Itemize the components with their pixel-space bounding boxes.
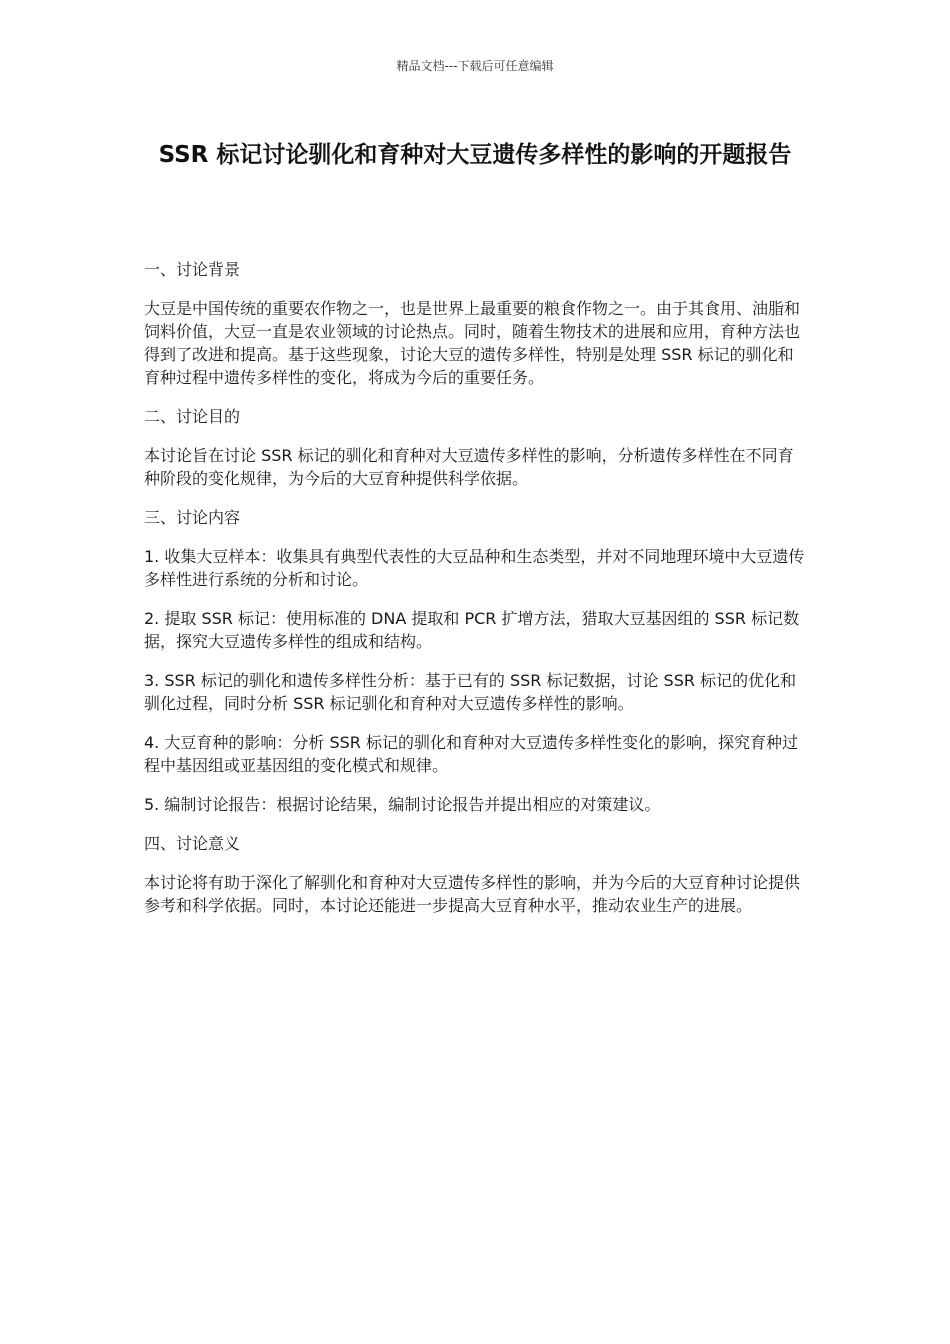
content-item-2: 2. 提取 SSR 标记：使用标准的 DNA 提取和 PCR 扩增方法，猎取大豆基因组的 SSR 标记数据，探究大豆遗传多样性的组成和结构。 xyxy=(144,609,800,651)
content-item-1: 1. 收集大豆样本：收集具有典型代表性的大豆品种和生态类型，并对不同地理环境中大豆遗传多样性进行系统的分析和讨论。 xyxy=(144,547,805,589)
content-item-5: 5. 编制讨论报告：根据讨论结果，编制讨论报告并提出相应的对策建议。 xyxy=(144,795,661,814)
document-body xyxy=(144,258,809,933)
content-item-4: 4. 大豆育种的影响：分析 SSR 标记的驯化和育种对大豆遗传多样性变化的影响，探究育种过程中基因组或亚基因组的变化模式和规律。 xyxy=(144,733,798,775)
section-heading-content: 三、讨论内容 xyxy=(144,508,241,527)
section-body-background: 大豆是中国传统的重要农作物之一，也是世界上最重要的粮食作物之一。由于其食用、油脂和饲料价值，大豆一直是农业领域的讨论热点。同时，随着生物技术的进展和应用，育种方法也得到了改进和提高。基于这些现象，讨论大豆的遗传多样性，特别是处理 SSR 标记的驯化和育种过程中遗传多样性的变化，将成为今后的重要任务。 xyxy=(144,299,801,387)
section-body-purpose: 本讨论旨在讨论 SSR 标记的驯化和育种对大豆遗传多样性的影响，分析遗传多样性在不同育种阶段的变化规律，为今后的大豆育种提供科学依据。 xyxy=(144,446,794,488)
document-title: SSR 标记讨论驯化和育种对大豆遗传多样性的影响的开题报告 xyxy=(158,142,792,168)
content-item-3: 3. SSR 标记的驯化和遗传多样性分析：基于已有的 SSR 标记数据，讨论 SSR 标记的优化和驯化过程，同时分析 SSR 标记驯化和育种对大豆遗传多样性的影响。 xyxy=(144,671,797,713)
section-heading-purpose: 二、讨论目的 xyxy=(144,407,241,426)
page-header: 精品文档---下载后可任意编辑 xyxy=(396,59,554,73)
section-heading-significance: 四、讨论意义 xyxy=(144,834,241,853)
section-body-significance: 本讨论将有助于深化了解驯化和育种对大豆遗传多样性的影响，并为今后的大豆育种讨论提供参考和科学依据。同时，本讨论还能进一步提高大豆育种水平，推动农业生产的进展。 xyxy=(144,873,801,915)
section-heading-background: 一、讨论背景 xyxy=(144,260,241,279)
